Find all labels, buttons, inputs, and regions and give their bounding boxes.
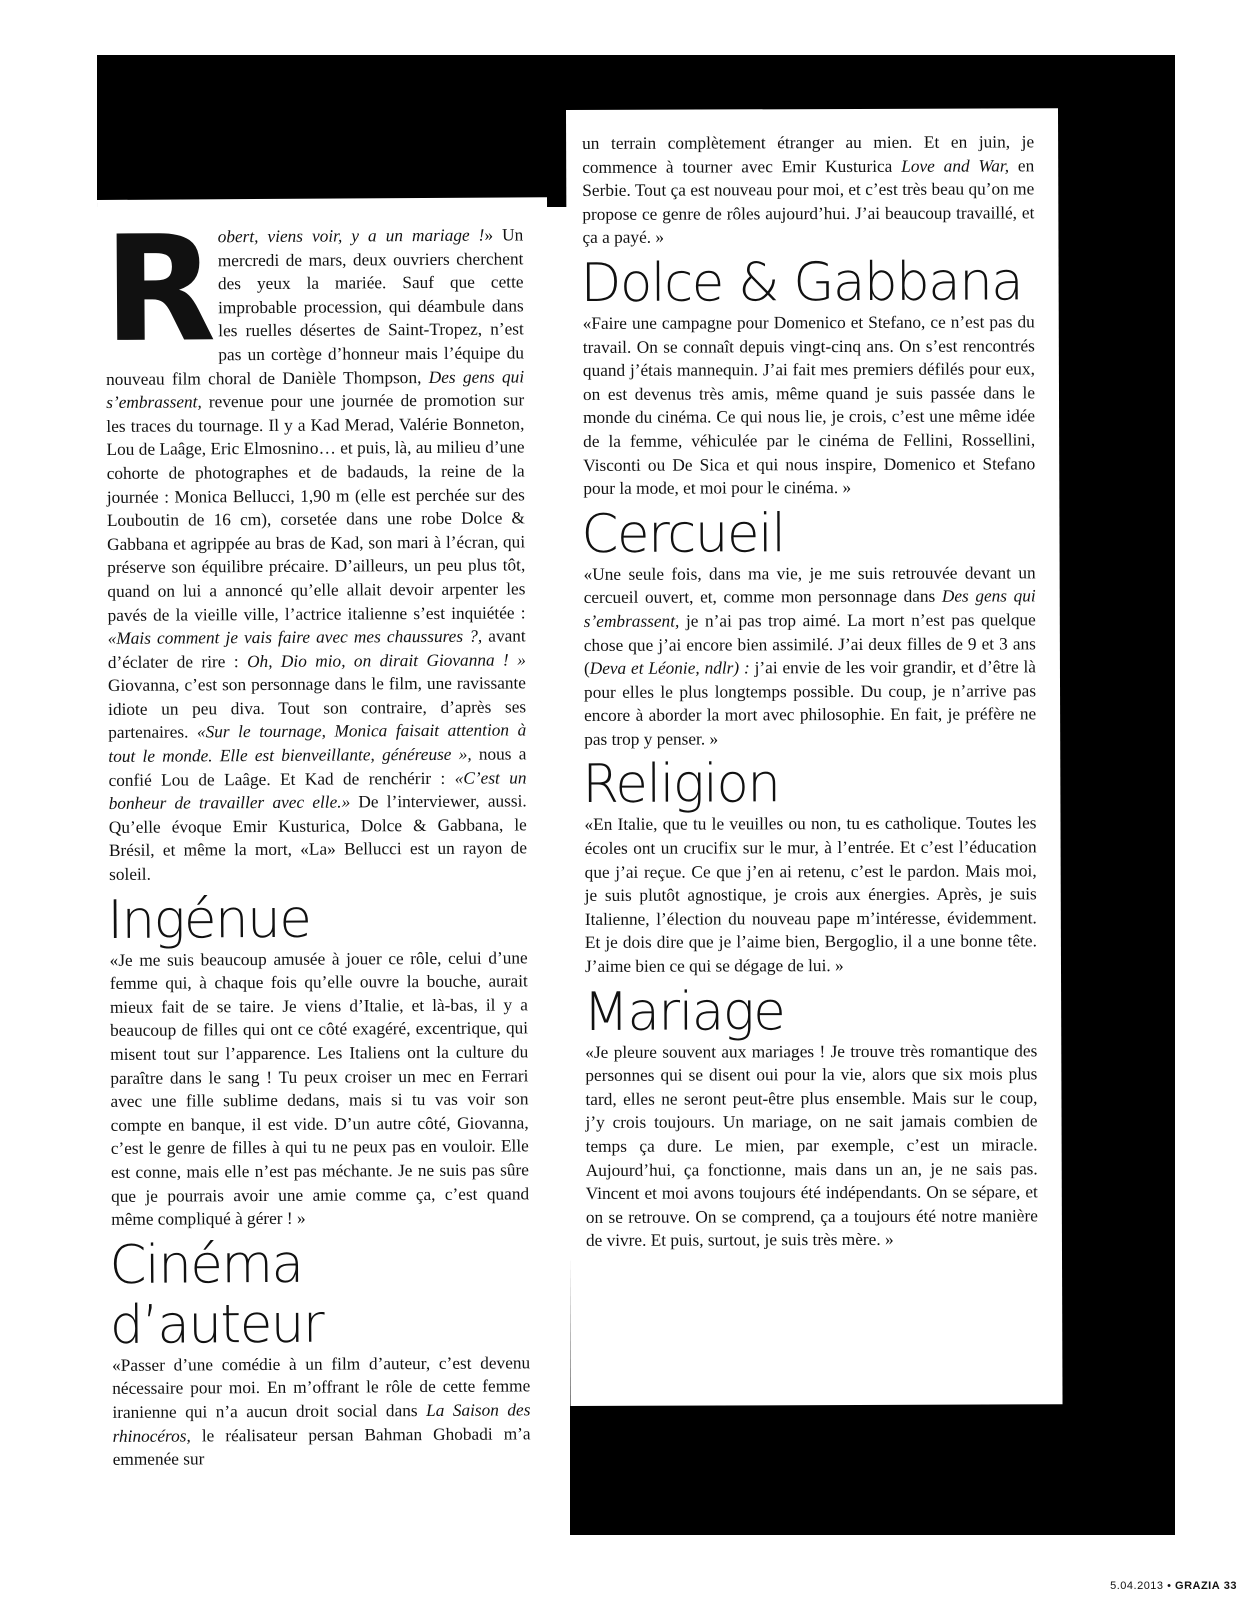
intro-paragraph: Robert, viens voir, y a un mariage !» Un mercredi de mars, deux ouvriers cherchent des yeux la mariée. Sauf que cette improbable procession, qui déambule dans les ruelles désertes de Saint-Tropez, n’est pas un cortège d’honneur mais l’équipe du nouveau film choral de Danièle Thompson, Des gens qui s’embrassent, revenue pour une journée de promotion sur les traces du tournage. Il y a Kad Merad, Valérie Bonneton, Lou de Laâge, Eric Elmosnino… et puis, là, au milieu d’une cohorte de photographes et de badauds, la reine de la journée : Monica Bellucci, 1,90 m (elle est perchée sur des Louboutin de 16 cm), corsetée dans une robe Dolce & Gabbana et agrippée au bras de Kad, son mari à l’écran, qui préserve son équilibre précaire. D’ailleurs, un peu plus tôt, quand on lui a annoncé qu’elle allait devoir arpenter les pavés de la vieille ville, l’actrice italienne s’est inquiétée : «Mais comment je vais faire avec mes chaussures ?, avant d’éclater de rire : Oh, Dio mio, on dirait Giovanna ! » Giovanna, c’est son personnage dans le film, une ravissante idiote un peu diva. Tout son contraire, d’après ses partenaires. «Sur le tournage, Monica faisait attention à tout le monde. Elle est bienveillante, généreuse », nous a confié Lou de Laâge. Et Kad de renchérir : «C’est un bonheur de travailler avec elle.» De l’interviewer, aussi. Qu’elle évoque Emir Kusturica, Dolce & Gabbana, le Brésil, et même la mort, «La» Bellucci est un rayon de soleil.	[103, 204, 528, 884]
religion-paragraph: «En Italie, que tu le veuilles ou non, tu es catholique. Toutes les écoles ont un crucifix sur le mur, à l’entrée. Et c’est l’éducation que j’ai reçue. Ce que j’en ai retenu, c’est le pardon. Mais moi, je suis plutôt agnostique, je crois aux énergies. Après, je suis Italienne, l’élection du nouveau pape m’intéresse, évidemment. Et je dois dire que je l’aime bien, Bergoglio, il a une bonne tête. J’aime bien ce qui se dégage de lui. »	[584, 813, 1037, 976]
ingenue-paragraph: «Je me suis beaucoup amusée à jouer ce rôle, celui d’une femme qui, à chaque fois qu’elle ouvre la bouche, aurait mieux fait de se taire. Je viens d’Italie, et là-bas, il y a beaucoup de filles qui ont ce côté exagéré, excentrique, qui misent tout sur l’apparence. Les Italiens ont la culture du paraître dans le sang ! Tu peux croiser un mec en Ferrari avec une fille sublime dedans, mais si tu vas voir son compte en banque, il est vide. D’un autre côté, Giovanna, c’est le genre de filles à qui tu ne peux pas en vouloir. Elle est conne, mais elle n’est pas méchante. Je ne suis pas sûre que je pourrais avoir une amie comme ça, c’est quand même compliqué à gérer ! »	[109, 948, 530, 1230]
heading-mariage: Mariage	[583, 980, 785, 1043]
heading-dolce-gabbana: Dolce & Gabbana	[580, 251, 1023, 314]
cinema-paragraph: «Passer d’une comédie à un film d’auteur, c’est devenu nécessaire pour moi. En m’offrant le rôle de cette femme iranienne qui n’a aucun droit social dans La Saison des rhinocéros, le réalisateur persan Bahman Ghobadi m’a emmenée sur	[112, 1353, 531, 1470]
continued-paragraph: un terrain complètement étranger au mien. Et en juin, je commence à tourner avec Emir Kusturica Love and War, en Serbie. Tout ça est nouveau pour moi, et c’est très beau qu’on me propose ce genre de rôles aujourd’hui. J’ai beaucoup travaillé, et ça a payé. »	[582, 132, 1035, 248]
page-number: 33	[1223, 1580, 1237, 1592]
right-column	[566, 108, 1063, 1406]
issue-date: 5.04.2013	[1110, 1580, 1164, 1592]
footer-separator: •	[1163, 1580, 1176, 1592]
drop-cap: R	[103, 204, 213, 375]
left-column	[97, 197, 555, 1490]
cercueil-paragraph: «Une seule fois, dans ma vie, je me suis retrouvée devant un cercueil ouvert, et, comme mon personnage dans Des gens qui s’embrassent, je n’ai pas trop aimé. La mort n’est pas quelque chose que j’ai encore bien assimilé. J’ai deux filles de 9 et 3 ans (Deva et Léonie, ndlr) : j’ai envie de les voir grandir, et d’être là pour elles le plus longtemps possible. Du coup, je n’arrive pas encore à aborder la mort avec philosophie. En fait, je préfère ne pas trop y penser. »	[583, 563, 1037, 749]
mariage-paragraph: «Je pleure souvent aux mariages ! Je trouve très romantique des personnes qui se disent oui pour la vie, alors que six mois plus tard, elles ne seront peut-être plus ensemble. Mais sur le coup, j’y crois toujours. Un mariage, on ne sait jamais combien de temps ça dure. Le mien, par exemple, c’est un miracle. Aujourd’hui, ça fonctionne, mais dans un an, je ne sais pas. Vincent et moi avons toujours été indépendants. On se sépare, et on se retrouve. On se comprend, ça a toujours été notre manière de vivre. Et puis, surtout, je suis très mère. »	[585, 1040, 1038, 1251]
heading-cercueil: Cercueil	[581, 502, 785, 565]
page-footer	[1110, 1580, 1237, 1592]
heading-cinema-d-auteur: Cinéma d’auteur	[109, 1233, 324, 1356]
heading-ingenue: Ingénue	[107, 888, 311, 951]
heading-religion: Religion	[582, 753, 780, 816]
magazine-name: GRAZIA	[1175, 1580, 1221, 1592]
dolce-paragraph: «Faire une campagne pour Domenico et Stefano, ce n’est pas du travail. On se connaît depuis vingt-cinq ans. On s’est rencontrés quand j’étais mannequin. J’ai fait mes premiers défilés pour eux, on est devenus très amis, même quand je suis passée dans le monde du cinéma. Ce qui nous lie, je crois, c’est une même idée de la femme, véhiculée par le cinéma de Fellini, Rossellini, Visconti ou De Sica et qui nous inspire, Domenico et Stefano pour la mode, et moi pour le cinéma. »	[582, 312, 1036, 499]
